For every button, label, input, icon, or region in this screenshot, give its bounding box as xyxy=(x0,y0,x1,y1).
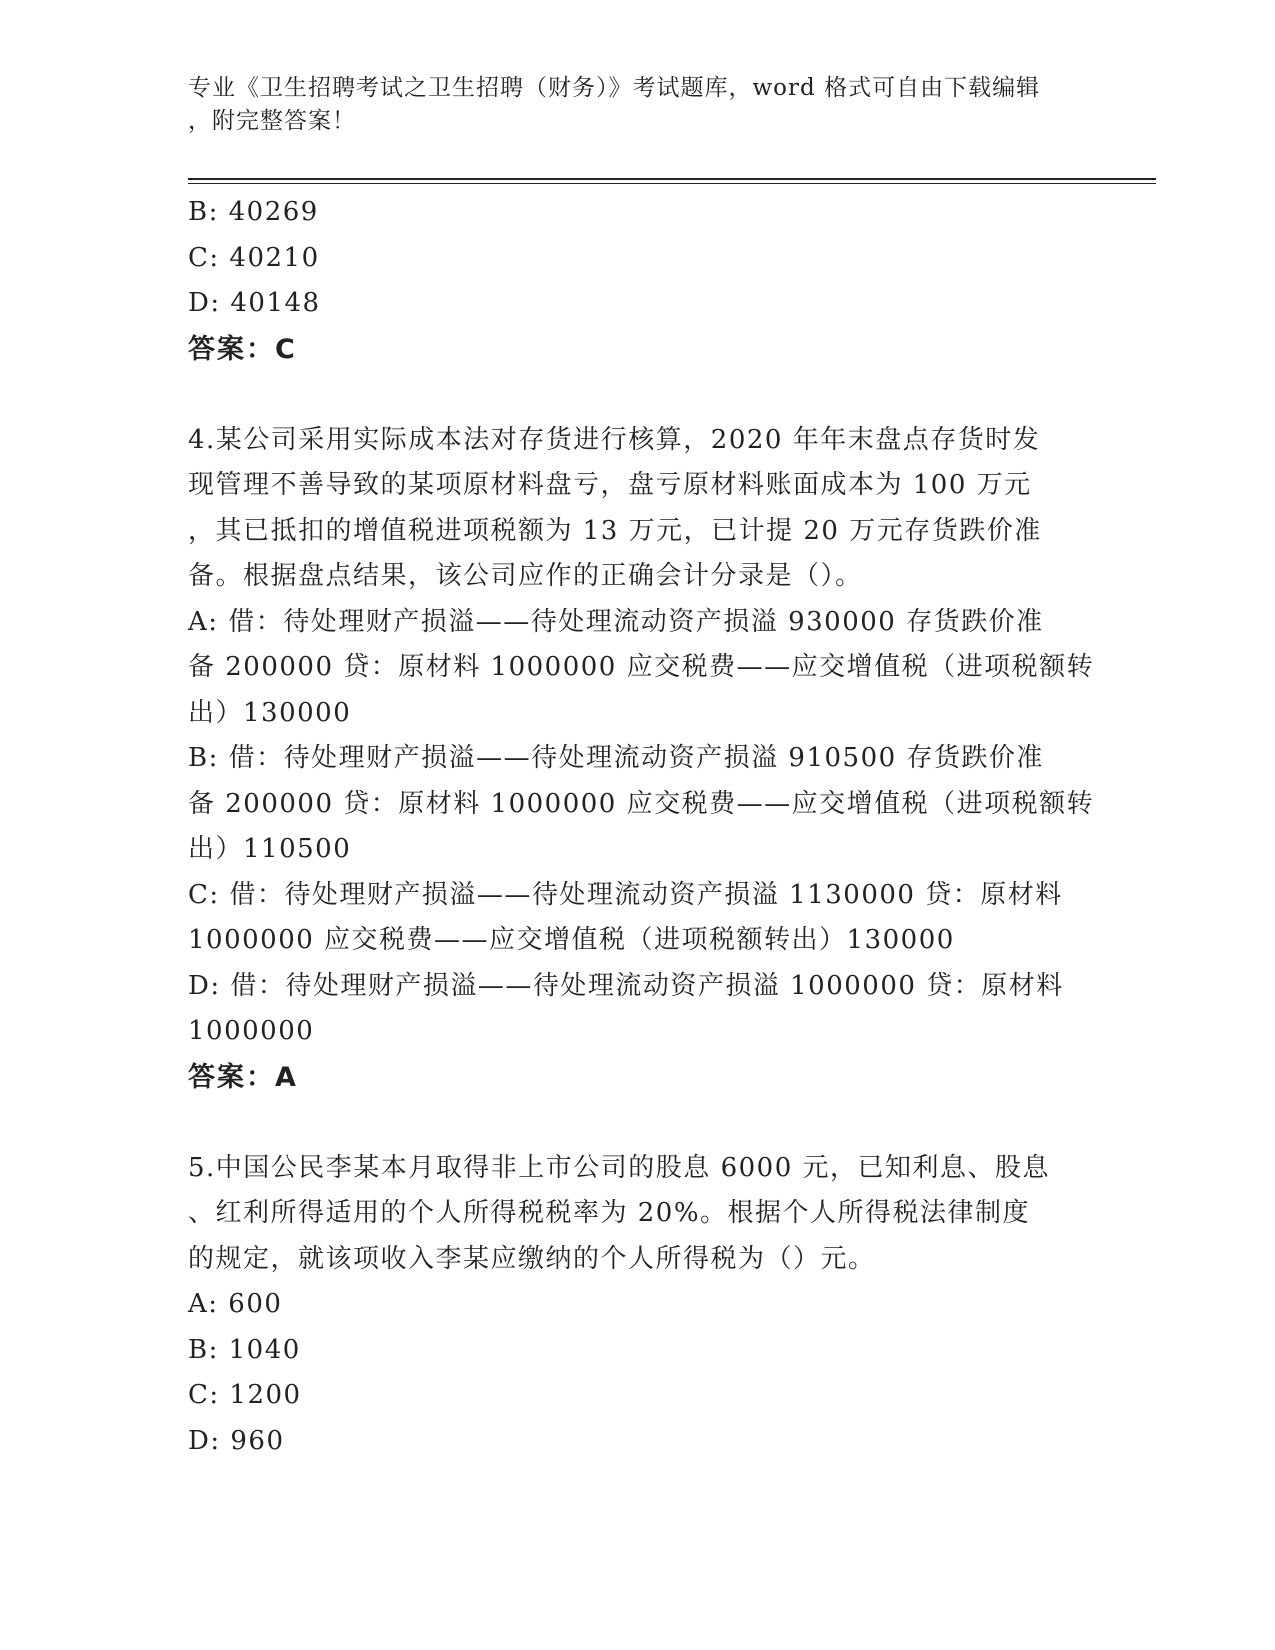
question-stem-line: ，其已抵扣的增值税进项税额为 13 万元，已计提 20 万元存货跌价准 xyxy=(188,515,1042,546)
option-a-line: 备 200000 贷：原材料 1000000 应交税费——应交增值税（进项税额转 xyxy=(188,652,1095,682)
question-stem-line: 的规定，就该项收入李某应缴纳的个人所得税为（）元。 xyxy=(188,1243,876,1274)
option-c: C: 1200 xyxy=(188,1380,302,1410)
option-b-line: 出）110500 xyxy=(188,834,352,864)
question-content xyxy=(188,190,1095,1464)
answer-line: 答案：A xyxy=(188,1061,298,1093)
option-c: C: 40210 xyxy=(188,242,320,273)
option-b: B: 40269 xyxy=(188,197,319,227)
header-divider-thick xyxy=(188,178,1156,180)
option-d-line: 1000000 xyxy=(188,1016,315,1046)
spacer xyxy=(188,372,1088,418)
question-4 xyxy=(188,418,1095,1101)
option-a-line: 出）130000 xyxy=(188,697,352,728)
option-c-line: 1000000 应交税费——应交增值税（进项税额转出）130000 xyxy=(188,925,955,955)
option-b-line: B: 借：待处理财产损溢——待处理流动资产损溢 910500 存货跌价准 xyxy=(188,743,1044,773)
question-stem-line: 备。根据盘点结果，该公司应作的正确会计分录是（）。 xyxy=(188,561,863,591)
header-line-2: ，附完整答案！ xyxy=(188,108,356,134)
page-header xyxy=(188,72,1068,138)
option-b-line: 备 200000 贷：原材料 1000000 应交税费——应交增值税（进项税额转 xyxy=(188,788,1095,819)
question-5 xyxy=(188,1146,1088,1465)
question-stem-line: 4.某公司采用实际成本法对存货进行核算，2020 年年末盘点存货时发 xyxy=(188,424,1041,455)
option-c-line: C: 借：待处理财产损溢——待处理流动资产损溢 1130000 贷：原材料 xyxy=(188,879,1063,910)
spacer xyxy=(188,1100,1088,1146)
option-a-line: A: 借：待处理财产损溢——待处理流动资产损溢 930000 存货跌价准 xyxy=(188,606,1044,637)
question-stem-line: 5.中国公民李某本月取得非上市公司的股息 6000 元，已知利息、股息 xyxy=(188,1152,1051,1183)
option-d: D: 960 xyxy=(188,1425,285,1456)
question-3-tail xyxy=(188,190,1088,372)
question-stem-line: 、红利所得适用的个人所得税税率为 20%。根据个人所得税法律制度 xyxy=(188,1198,1031,1228)
answer-line: 答案：C xyxy=(188,333,297,365)
option-a: A: 600 xyxy=(188,1289,283,1319)
question-stem-line: 现管理不善导致的某项原材料盘亏，盘亏原材料账面成本为 100 万元 xyxy=(188,470,1032,500)
option-d: D: 40148 xyxy=(188,288,321,318)
header-line-1: 专业《卫生招聘考试之卫生招聘（财务）》考试题库，word 格式可自由下载编辑 xyxy=(188,75,1041,101)
option-d-line: D: 借：待处理财产损溢——待处理流动资产损溢 1000000 贷：原材料 xyxy=(188,970,1064,1001)
header-divider-thin xyxy=(188,183,1156,184)
option-b: B: 1040 xyxy=(188,1334,301,1365)
